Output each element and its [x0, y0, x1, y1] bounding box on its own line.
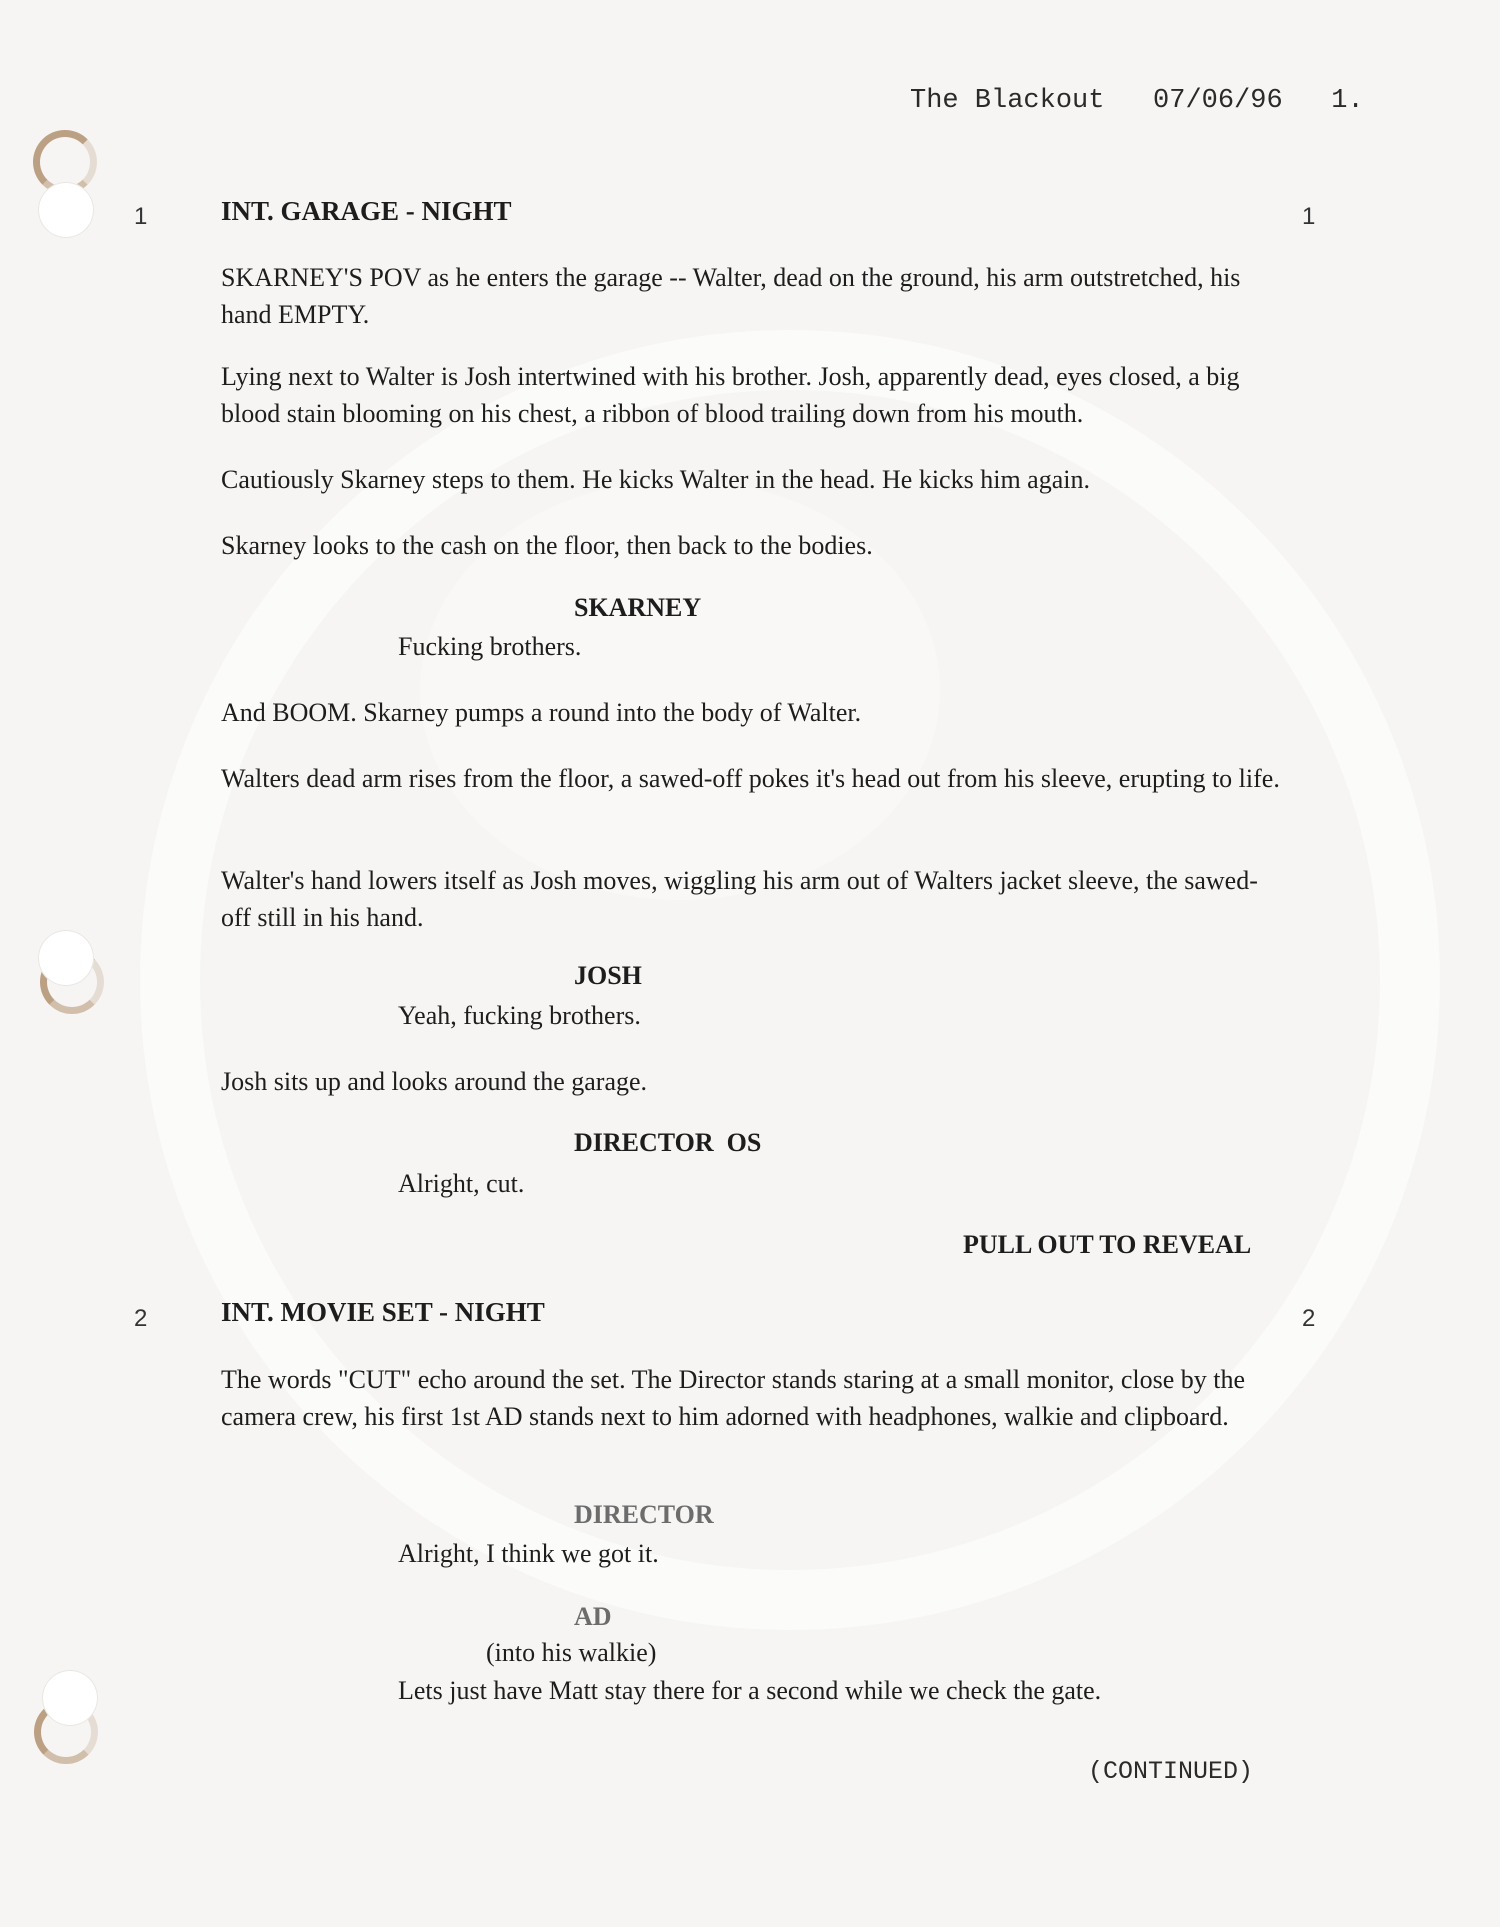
action-line: And BOOM. Skarney pumps a round into the body of Walter. — [221, 698, 862, 727]
binder-hole-middle — [38, 930, 94, 986]
action-line: Josh sits up and looks around the garage. — [221, 1067, 648, 1096]
parenthetical: (into his walkie) — [486, 1638, 657, 1667]
scene-number-left: 1 — [134, 203, 148, 230]
script-date: 07/06/96 — [1153, 86, 1283, 116]
dialogue-line: Yeah, fucking brothers. — [398, 1001, 641, 1030]
character-name: SKARNEY — [574, 593, 702, 622]
action-line: The words "CUT" echo around the set. The Director stands staring at a small monitor, close by the camera crew, his first 1st AD stands next to him adorned with headphones, walkie and clipboard. — [221, 1365, 1246, 1431]
character-name: JOSH — [574, 961, 642, 990]
scene-heading: INT. GARAGE - NIGHT — [221, 196, 512, 226]
action-line: Walter's hand lowers itself as Josh moves, wiggling his arm out of Walters jacket sleeve, the sawed-off still in his hand. — [221, 866, 1258, 932]
binder-hole-top — [38, 182, 94, 238]
action-line: Walters dead arm rises from the floor, a sawed-off pokes it's head out from his sleeve, erupting to life. — [221, 764, 1280, 793]
action-line: Lying next to Walter is Josh intertwined with his brother. Josh, apparently dead, eyes closed, a big blood stain blooming on his chest, a ribbon of blood trailing down from his mouth. — [221, 362, 1240, 428]
scene-number-right: 2 — [1302, 1305, 1316, 1332]
page-header — [910, 86, 1364, 116]
watermark-circle — [140, 330, 1440, 1630]
action-line: Cautiously Skarney steps to them. He kicks Walter in the head. He kicks him again. — [221, 465, 1090, 494]
scene-heading: INT. MOVIE SET - NIGHT — [221, 1297, 545, 1327]
binder-hole-bottom — [42, 1670, 98, 1726]
page-number: 1. — [1331, 86, 1364, 116]
dialogue-line: Lets just have Matt stay there for a second while we check the gate. — [398, 1676, 1102, 1705]
character-name: AD — [574, 1602, 612, 1631]
character-name: DIRECTOR — [574, 1500, 714, 1529]
dialogue-line: Fucking brothers. — [398, 632, 582, 661]
script-title: The Blackout — [910, 86, 1105, 116]
dialogue-line: Alright, cut. — [398, 1169, 525, 1198]
action-line: SKARNEY'S POV as he enters the garage -- Walter, dead on the ground, his arm outstretched, his hand EMPTY. — [221, 263, 1241, 329]
continued-marker: (CONTINUED) — [1088, 1757, 1254, 1786]
transition: PULL OUT TO REVEAL — [963, 1230, 1252, 1259]
dialogue-line: Alright, I think we got it. — [398, 1539, 659, 1568]
character-name: DIRECTOR OS — [574, 1128, 762, 1157]
scene-number-left: 2 — [134, 1305, 148, 1332]
action-line: Skarney looks to the cash on the floor, then back to the bodies. — [221, 531, 873, 560]
scene-number-right: 1 — [1302, 203, 1316, 230]
